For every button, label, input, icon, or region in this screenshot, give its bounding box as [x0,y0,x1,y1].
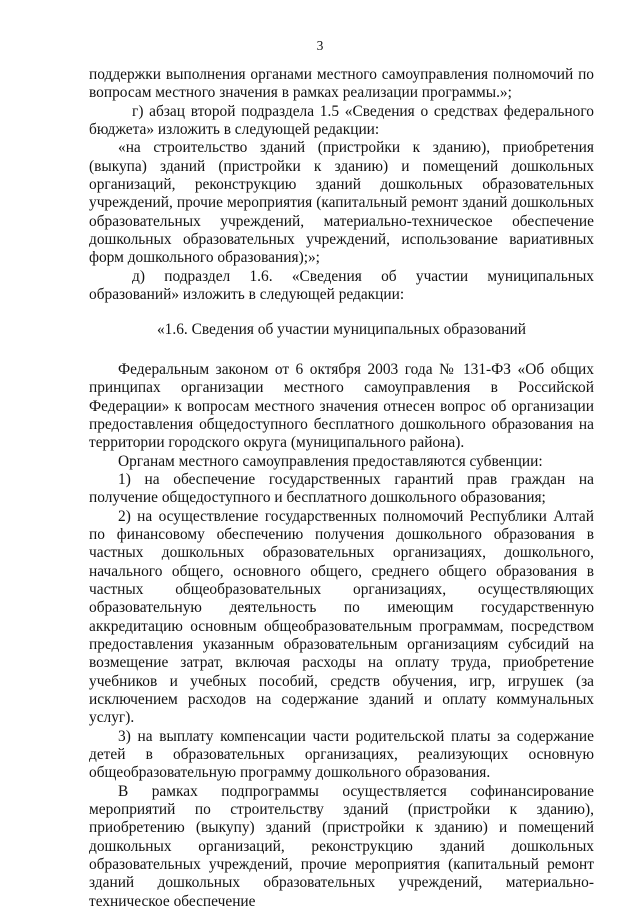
paragraph: 1) на обеспечение государственных гарантий прав граждан на получение общедоступного и бесплатного дошкольного образования; [89,470,594,507]
paragraph: поддержки выполнения органами местного самоуправления полномочий по вопросам местного значения в рамках реализации программы.»; [89,66,594,102]
document-body [89,66,594,911]
paragraph: г) абзац второй подраздела 1.5 «Сведения о средствах федерального бюджета» изложить в следующей редакции: [89,102,594,139]
paragraph: Органам местного самоуправления предоставляются субвенции: [118,452,543,470]
paragraph: 2) на осуществление государственных полномочий Республики Алтай по финансовому обеспечению получения дошкольного образования в частных дошкольных образовательных организациях, дошкольного, начального общего, основного общего, среднего общего образования в частных общеобразовательных организациях, осуществляющих образовательную деятельность по имеющим государственную аккредитацию основным общеобразовательным программам, посредством предоставления указанным образовательным организациям субсидий на возмещение затрат, включая расходы на оплату труда, приобретение учебников и учебных пособий, средств обучения, игр, игрушек (за исключением расходов на содержание зданий и оплату коммунальных услуг). [89,507,594,727]
paragraph: В рамках подпрограммы осуществляется софинансирование мероприятий по строительству зданий (пристройки к зданию), приобретению (выкупу) зданий (пристройки к зданию) и помещений дошкольных организаций, реконструкцию зданий дошкольных образовательных учреждений, прочие мероприятия (капитальный ремонт зданий дошкольных образовательных учреждений, материально-техническое обеспечение [89,782,594,910]
page-number: 3 [316,38,324,53]
paragraph: «на строительство зданий (пристройки к зданию), приобретения (выкупа) зданий (пристройки к зданию) и помещений дошкольных организаций, реконструкцию зданий дошкольных образовательных учреждений, прочие мероприятия (капитальный ремонт зданий дошкольных образовательных учреждений, материально-техническое обеспечение дошкольных образовательных учреждений, использование вариативных форм дошкольного образования);»; [89,139,594,267]
paragraph: 3) на выплату компенсации части родительской платы за содержание детей в образовательных организациях, реализующих основную общеобразовательную программу дошкольного образования. [89,727,594,782]
paragraph: Федеральным законом от 6 октября 2003 года № 131-ФЗ «Об общих принципах организации местного самоуправления в Российской Федерации» к вопросам местного значения отнесен вопрос об организации предоставления общедоступного бесплатного дошкольного образования на территории городского округа (муниципального района). [89,360,594,452]
section-heading: «1.6. Сведения об участии муниципальных образований [156,321,527,339]
paragraph: д) подраздел 1.6. «Сведения об участии муниципальных образований» изложить в следующей редакции: [89,267,594,304]
